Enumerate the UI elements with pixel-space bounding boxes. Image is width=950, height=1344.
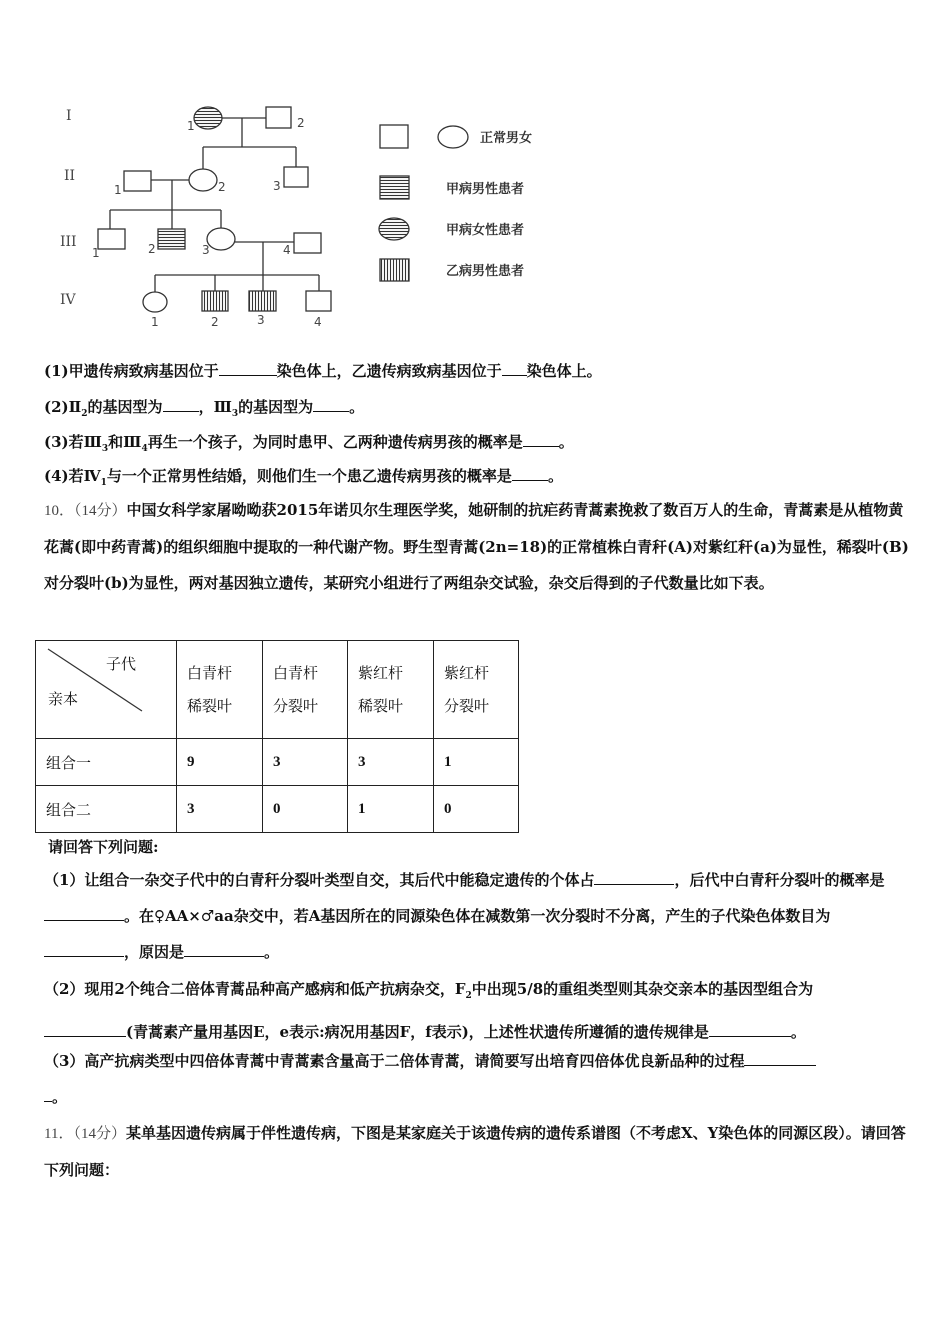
pedigree-figure [44, 92, 564, 334]
svg-text:2: 2 [218, 180, 226, 194]
legend-yi-male-icon [380, 259, 409, 281]
column-header: 紫红杆 分裂叶 [434, 641, 519, 739]
individual-II-1 [124, 171, 151, 191]
table-corner-cell: 子代 亲本 [36, 641, 177, 739]
answer-blank[interactable] [502, 361, 527, 376]
individual-II-3 [284, 167, 308, 187]
answer-blank[interactable] [512, 466, 548, 481]
answer-blank[interactable] [744, 1051, 816, 1066]
question-number: 10．（14分） [44, 503, 127, 519]
individual-I-2 [266, 107, 291, 128]
generation-labels [60, 108, 77, 308]
q9-part1: (1)甲遗传病致病基因位于 染色体上，乙遗传病致病基因位于 染色体上。 [44, 362, 602, 380]
svg-text:3: 3 [273, 179, 281, 193]
individual-III-1 [98, 229, 125, 249]
column-header: 紫红杆 稀裂叶 [348, 641, 434, 739]
q9-part2: $(2)Ⅱ_2$的基因型为 ，$Ⅲ_3$的基因型为 。 [44, 398, 365, 419]
legend-label: 甲病男性患者 [446, 182, 525, 197]
individual-IV-2 [202, 291, 228, 311]
individual-III-3 [207, 228, 235, 250]
q11-intro: 11．（14分）某单基因遗传病属于伴性遗传病，下图是某家庭关于该遗传病的遗传系谱图（不考虑X、Y染色体的同源区段）。请回答下列问题： [44, 1124, 906, 1179]
svg-text:I: I [66, 108, 72, 124]
legend-jia-male-icon [380, 176, 409, 199]
q10-subquestion-1: （1）让组合一杂交子代中的白青秆分裂叶类型自交，其后代中能稳定遗传的个体占 ，后代中白青秆分裂叶的概率是。在♀AA×♂aa杂交中，若A基因所在的同源染色体在减数第一次分裂时不分离，产生的子代染色体数目为，原因是 。 [44, 871, 885, 961]
offspring-ratio-table [35, 640, 519, 833]
legend-label: 甲病女性患者 [446, 223, 525, 238]
q10-prompt: 请回答下列问题: [48, 838, 159, 856]
answer-blank[interactable] [594, 870, 674, 885]
q9-part3: (3)若$Ⅲ_3$和$Ⅲ_4$再生一个孩子，为同时患甲、乙两种遗传病男孩的概率是 。 [44, 433, 574, 454]
svg-text:IV: IV [60, 292, 76, 308]
answer-blank[interactable] [44, 1087, 52, 1102]
answer-blank[interactable] [44, 942, 124, 957]
individual-IV-3 [249, 291, 276, 311]
svg-text:1: 1 [151, 315, 159, 329]
answer-blank[interactable] [44, 906, 124, 921]
svg-text:4: 4 [314, 315, 322, 329]
q9-part4: (4)若$Ⅳ_1$与一个正常男性结婚，则他们生一个患乙遗传病男孩的概率是 。 [44, 467, 563, 488]
answer-blank[interactable] [44, 1022, 126, 1037]
svg-text:2: 2 [297, 116, 305, 130]
svg-text:3: 3 [257, 313, 265, 327]
question-number: 11．（14分） [44, 1126, 126, 1142]
individual-IV-4 [306, 291, 331, 311]
legend-label: 正常男女 [480, 131, 533, 146]
svg-text:1: 1 [187, 119, 195, 133]
column-header: 白青杆 分裂叶 [263, 641, 348, 739]
individual-III-4 [294, 233, 321, 253]
table-row: 组合一 9 3 3 1 [36, 739, 519, 786]
svg-text:III: III [60, 234, 77, 250]
answer-blank[interactable] [313, 397, 349, 412]
q10-intro: 10．（14分）中国女科学家屠呦呦获2015年诺贝尔生理医学奖，她研制的抗疟药青蒿素挽救了数百万人的生命，青蒿素是从植物黄花蒿(即中药青蒿)的组织细胞中提取的一种代谢产物。野生型青蒿(2n=18)的正常植株白青秆(A)对紫红秆(a)为显性，稀裂叶(B)对分裂叶(b)为显性，两对基因独立遗传，某研究小组进行了两组杂交试验，杂交后得到的子代数量比如下表。 [44, 501, 909, 592]
answer-blank[interactable] [184, 942, 264, 957]
individual-IV-1 [143, 292, 167, 312]
svg-text:II: II [64, 168, 76, 184]
individual-III-2 [158, 229, 185, 249]
legend-normal-female-icon [438, 126, 468, 148]
svg-text:4: 4 [283, 243, 291, 257]
answer-blank[interactable] [709, 1022, 791, 1037]
q10-subquestion-2: （2）现用2个纯合二倍体青蒿品种高产感病和低产抗病杂交，$F_2$中出现5/8的重组类型则其杂交亲本的基因型组合为 (青蒿素产量用基因E，e表示:病况用基因F，f表示)，上述性状遗传所遵循的遗传规律是 。 [44, 980, 814, 1041]
table-row: 组合二 3 0 1 0 [36, 786, 519, 833]
svg-text:2: 2 [148, 242, 156, 256]
legend-normal-male-icon [380, 125, 408, 148]
pedigree-legend [379, 125, 532, 281]
q10-subquestion-3: （3）高产抗病类型中四倍体青蒿中青蒿素含量高于二倍体青蒿，请简要写出培育四倍体优良新品种的过程 。 [44, 1043, 910, 1115]
column-header: 白青杆 稀裂叶 [177, 641, 263, 739]
answer-blank[interactable] [523, 432, 559, 447]
answer-blank[interactable] [163, 397, 199, 412]
individual-II-2 [189, 169, 217, 191]
table-header-row [36, 641, 519, 739]
answer-blank[interactable] [219, 361, 277, 376]
svg-text:1: 1 [92, 246, 100, 260]
legend-label: 乙病男性患者 [446, 264, 525, 279]
svg-text:2: 2 [211, 315, 219, 329]
legend-jia-female-icon [379, 218, 409, 240]
individual-I-1 [194, 107, 222, 129]
svg-text:1: 1 [114, 183, 122, 197]
svg-text:3: 3 [202, 243, 210, 257]
